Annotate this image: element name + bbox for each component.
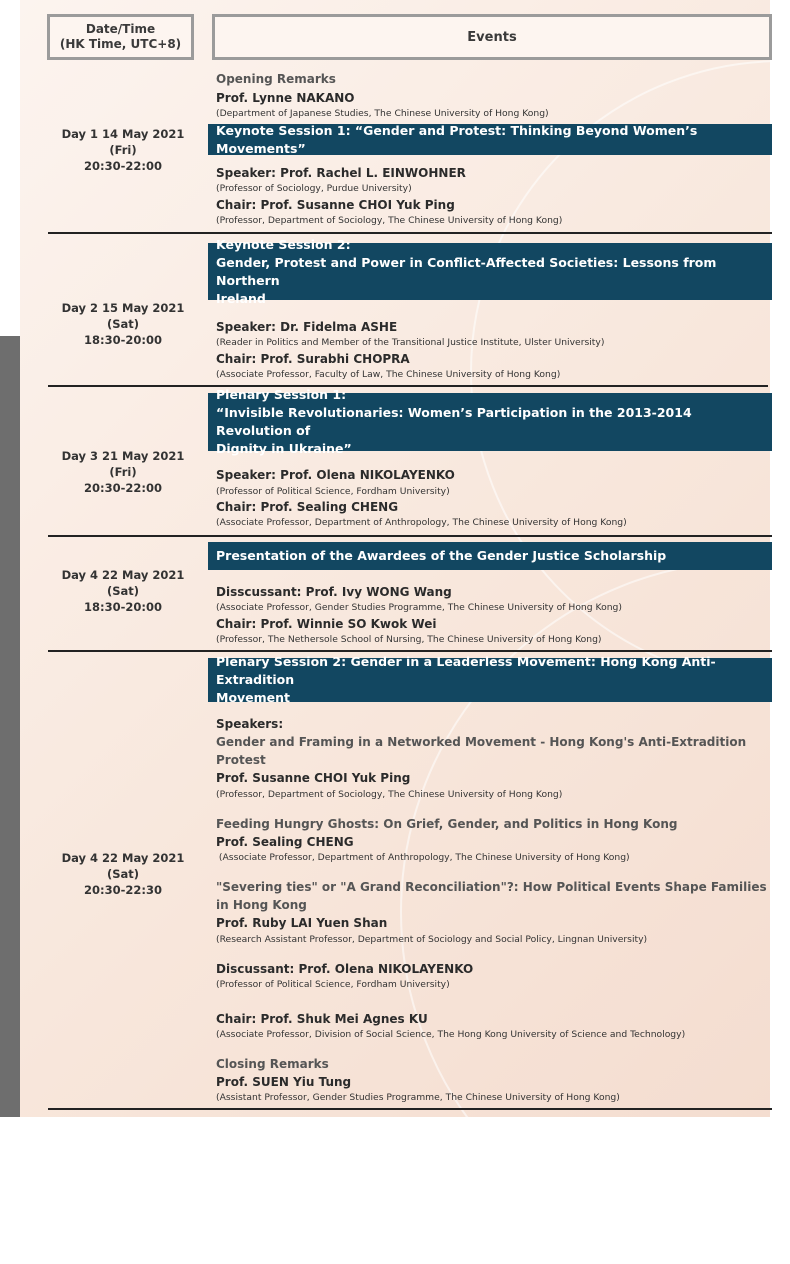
day1-date: Day 1 14 May 2021 (Fri)	[61, 127, 185, 157]
closing-remarks-name: Prof. SUEN Yiu Tung	[216, 1075, 352, 1089]
talk2-title: Feeding Hungry Ghosts: On Grief, Gender, and Politics in Hong Kong	[216, 817, 678, 831]
day2-speaker: Speaker: Dr. Fidelma ASHE	[216, 320, 398, 334]
closing-remarks-title: Closing Remarks	[216, 1057, 329, 1071]
day3-chair-affiliation: (Associate Professor, Department of Anthropology, The Chinese University of Hong Kong)	[216, 517, 627, 528]
keynote-session-1-title: Keynote Session 1: “Gender and Protest: Thinking Beyond Women’s Movements”	[216, 122, 698, 156]
closing-remarks-affiliation: (Assistant Professor, Gender Studies Programme, The Chinese University of Hong Kong)	[216, 1092, 620, 1103]
day1-speaker-affiliation: (Professor of Sociology, Purdue University)	[216, 183, 412, 194]
plenary-session-2-title-cont: Movement	[216, 690, 291, 705]
day3-datetime	[48, 448, 198, 496]
talk3-speaker: Prof. Ruby LAI Yuen Shan	[216, 916, 388, 930]
day1-chair: Chair: Prof. Susanne CHOI Yuk Ping	[216, 198, 455, 212]
date-time-header	[47, 14, 194, 60]
plenary-session-2-band	[208, 654, 772, 705]
day4-first-datetime	[48, 567, 198, 615]
keynote-session-2-label: Keynote Session 2:	[216, 236, 351, 252]
awardees-presentation-title: Presentation of the Awardees of the Gender Justice Scholarship	[216, 548, 667, 563]
talk1-title-cont: Protest	[216, 753, 266, 767]
day4-second-datetime	[48, 850, 198, 898]
awardees-presentation-band	[208, 542, 772, 570]
day3-time: 20:30-22:00	[84, 481, 162, 495]
day-divider	[48, 650, 772, 652]
day1-datetime	[48, 126, 198, 174]
talk3-title: "Severing ties" or "A Grand Reconciliation"?: How Political Events Shape Families	[216, 880, 767, 894]
talk3-affiliation: (Research Assistant Professor, Department of Sociology and Social Policy, Lingnan University)	[216, 934, 648, 945]
date-time-header-line2: (HK Time, UTC+8)	[59, 37, 182, 51]
day2-time: 18:30-20:00	[84, 333, 162, 347]
day4-second-date: Day 4 22 May 2021 (Sat)	[61, 851, 185, 881]
day3-date: Day 3 21 May 2021 (Fri)	[61, 449, 185, 479]
day-divider	[48, 535, 772, 537]
day2-datetime	[48, 300, 198, 348]
talk2-affiliation: (Associate Professor, Department of Anthropology, The Chinese University of Hong Kong)	[216, 852, 630, 863]
day3-chair: Chair: Prof. Sealing CHENG	[216, 500, 399, 514]
day4-second-discussant: Discussant: Prof. Olena NIKOLAYENKO	[216, 962, 474, 976]
events-header-label: Events	[215, 17, 769, 57]
talk3-title-cont: in Hong Kong	[216, 898, 307, 912]
day4-second-time: 20:30-22:30	[84, 883, 162, 897]
day1-time: 20:30-22:00	[84, 159, 162, 173]
plenary-session-1-title: “Invisible Revolutionaries: Women’s Participation in the 2013-2014 Revolution of	[216, 405, 692, 438]
day4-first-discussant: Disscussant: Prof. Ivy WONG Wang	[216, 585, 452, 599]
events-header	[212, 14, 772, 60]
day2-chair-affiliation: (Associate Professor, Faculty of Law, The Chinese University of Hong Kong)	[216, 369, 561, 380]
day1-chair-affiliation: (Professor, Department of Sociology, The Chinese University of Hong Kong)	[216, 215, 563, 226]
speakers-label: Speakers:	[216, 717, 284, 731]
left-accent-bar	[0, 336, 20, 1117]
plenary-session-2-title: Plenary Session 2: Gender in a Leaderless Movement: Hong Kong Anti-Extradition	[216, 654, 716, 687]
day4-second-chair-affiliation: (Associate Professor, Division of Social Science, The Hong Kong University of Science and Technology)	[216, 1029, 686, 1040]
plenary-session-1-title-cont: Dignity in Ukraine”	[216, 441, 352, 456]
day4-first-chair-affiliation: (Professor, The Nethersole School of Nursing, The Chinese University of Hong Kong)	[216, 634, 602, 645]
keynote-session-2-title: Gender, Protest and Power in Conflict-Affected Societies: Lessons from Northern	[216, 254, 717, 288]
talk2-speaker: Prof. Sealing CHENG	[216, 835, 354, 849]
date-time-header-line1: Date/Time	[85, 22, 156, 36]
keynote-session-2-title-cont: Ireland	[216, 290, 266, 306]
talk1-title: Gender and Framing in a Networked Movement - Hong Kong's Anti-Extradition	[216, 735, 747, 749]
opening-remarks-title: Opening Remarks	[216, 72, 336, 86]
day-divider	[48, 1108, 772, 1110]
day2-chair: Chair: Prof. Surabhi CHOPRA	[216, 352, 410, 366]
keynote-session-2-band	[208, 236, 772, 306]
day2-speaker-affiliation: (Reader in Politics and Member of the Transitional Justice Institute, Ulster University)	[216, 337, 605, 348]
plenary-session-1-band	[208, 387, 772, 456]
day4-first-time: 18:30-20:00	[84, 600, 162, 614]
day4-first-date: Day 4 22 May 2021 (Sat)	[61, 568, 185, 598]
keynote-session-1-band	[208, 124, 772, 155]
talk1-speaker: Prof. Susanne CHOI Yuk Ping	[216, 771, 411, 785]
opening-remarks-name: Prof. Lynne NAKANO	[216, 91, 355, 105]
day4-first-discussant-affiliation: (Associate Professor, Gender Studies Programme, The Chinese University of Hong Kong)	[216, 602, 622, 613]
day4-second-discussant-affiliation: (Professor of Political Science, Fordham University)	[216, 979, 450, 990]
day3-speaker-affiliation: (Professor of Political Science, Fordham University)	[216, 486, 450, 497]
talk1-affiliation: (Professor, Department of Sociology, The Chinese University of Hong Kong)	[216, 789, 563, 800]
day4-first-chair: Chair: Prof. Winnie SO Kwok Wei	[216, 617, 437, 631]
day3-speaker: Speaker: Prof. Olena NIKOLAYENKO	[216, 468, 455, 482]
opening-remarks-affiliation: (Department of Japanese Studies, The Chinese University of Hong Kong)	[216, 108, 549, 119]
day2-date: Day 2 15 May 2021 (Sat)	[61, 301, 185, 331]
plenary-session-1-label: Plenary Session 1:	[216, 387, 347, 402]
day-divider	[48, 232, 772, 234]
day4-second-chair: Chair: Prof. Shuk Mei Agnes KU	[216, 1012, 428, 1026]
day1-speaker: Speaker: Prof. Rachel L. EINWOHNER	[216, 166, 466, 180]
